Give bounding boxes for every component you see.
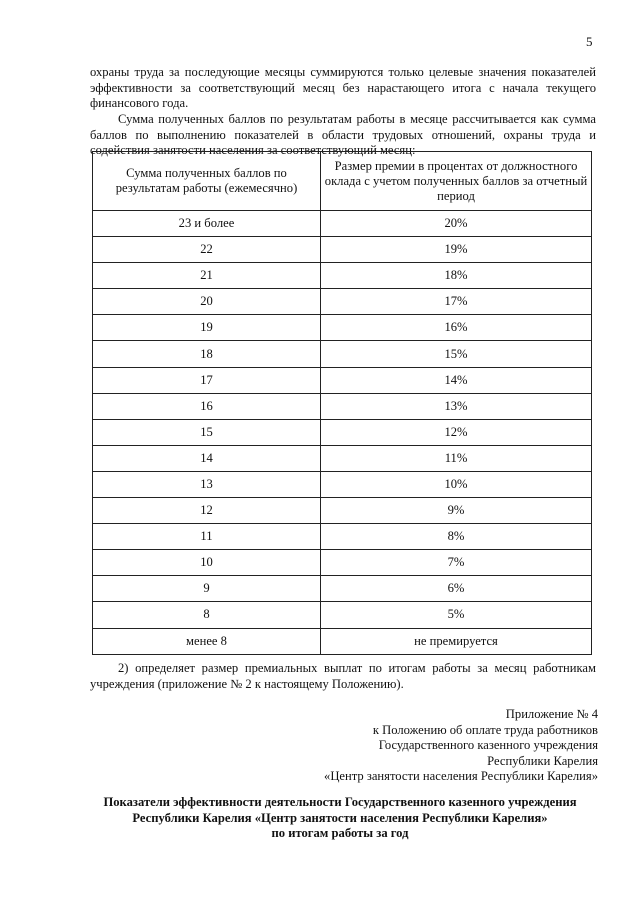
score-cell: 14 <box>93 445 321 471</box>
table-row <box>93 237 592 263</box>
appendix-line: Приложение № 4 <box>505 707 598 721</box>
percent-cell: 18% <box>321 263 592 289</box>
percent-cell: 12% <box>321 419 592 445</box>
score-cell: 20 <box>93 289 321 315</box>
header-score: Сумма полученных баллов по результатам работы (ежемесячно) <box>93 152 321 211</box>
score-cell: 10 <box>93 550 321 576</box>
percent-cell: 14% <box>321 367 592 393</box>
percent-cell: 8% <box>321 524 592 550</box>
score-cell: 18 <box>93 341 321 367</box>
table-row <box>93 263 592 289</box>
table-row <box>93 315 592 341</box>
title-line: Республики Карелия «Центр занятости населения Республики Карелия» <box>132 810 548 825</box>
table-row <box>93 576 592 602</box>
table-row <box>93 628 592 654</box>
percent-cell: 7% <box>321 550 592 576</box>
percent-cell: 13% <box>321 393 592 419</box>
table-row <box>93 602 592 628</box>
score-cell: 22 <box>93 237 321 263</box>
appendix-block <box>324 707 598 785</box>
bonus-table <box>92 151 592 655</box>
percent-cell: не премируется <box>321 628 592 654</box>
paragraph-score-sum: Сумма полученных баллов по результатам работы в месяце рассчитывается как сумма баллов по выполнению показателей в области трудовых отношений, охраны труда и содействия занятости населения за соответствующий месяц: <box>90 112 596 158</box>
score-cell: 11 <box>93 524 321 550</box>
appendix-line: Республики Карелия <box>487 753 598 768</box>
percent-cell: 10% <box>321 471 592 497</box>
percent-cell: 19% <box>321 237 592 263</box>
percent-cell: 20% <box>321 211 592 237</box>
score-cell: 16 <box>93 393 321 419</box>
table-row <box>93 211 592 237</box>
score-cell: 8 <box>93 602 321 628</box>
percent-cell: 9% <box>321 498 592 524</box>
table-row <box>93 524 592 550</box>
table-row <box>93 445 592 471</box>
appendix-line: Государственного казенного учреждения <box>378 738 598 753</box>
appendix-line: к Положению об оплате труда работников <box>372 722 598 737</box>
paragraph-item-2: 2) определяет размер премиальных выплат по итогам работы за месяц работникам учреждения (приложение № 2 к настоящему Положению). <box>90 661 596 691</box>
score-cell: 13 <box>93 471 321 497</box>
score-cell: 21 <box>93 263 321 289</box>
score-cell: 17 <box>93 367 321 393</box>
score-cell: менее 8 <box>93 628 321 654</box>
score-cell: 9 <box>93 576 321 602</box>
table-row <box>93 341 592 367</box>
header-percent: Размер премии в процентах от должностного оклада с учетом полученных баллов за отчетный период <box>321 152 592 211</box>
percent-cell: 11% <box>321 445 592 471</box>
percent-cell: 5% <box>321 602 592 628</box>
title-line: Показатели эффективности деятельности Государственного казенного учреждения <box>103 795 577 809</box>
percent-cell: 17% <box>321 289 592 315</box>
appendix-line: «Центр занятости населения Республики Карелия» <box>324 769 598 784</box>
table-row <box>93 550 592 576</box>
table-row <box>93 471 592 497</box>
title-line: по итогам работы за год <box>271 826 409 841</box>
table-header-row <box>93 152 592 211</box>
score-cell: 12 <box>93 498 321 524</box>
table-row <box>93 419 592 445</box>
page-number: 5 <box>586 34 593 49</box>
percent-cell: 6% <box>321 576 592 602</box>
table-row <box>93 498 592 524</box>
table-row <box>93 289 592 315</box>
paragraph-continuation: охраны труда за последующие месяцы суммируются только целевые значения показателей эффективности за соответствующий месяц без нарастающего итога с начала текущего финансового года. <box>90 65 596 111</box>
percent-cell: 16% <box>321 315 592 341</box>
section-title <box>60 795 620 842</box>
table-row <box>93 367 592 393</box>
score-cell: 23 и более <box>93 211 321 237</box>
score-cell: 15 <box>93 419 321 445</box>
table-row <box>93 393 592 419</box>
percent-cell: 15% <box>321 341 592 367</box>
score-cell: 19 <box>93 315 321 341</box>
